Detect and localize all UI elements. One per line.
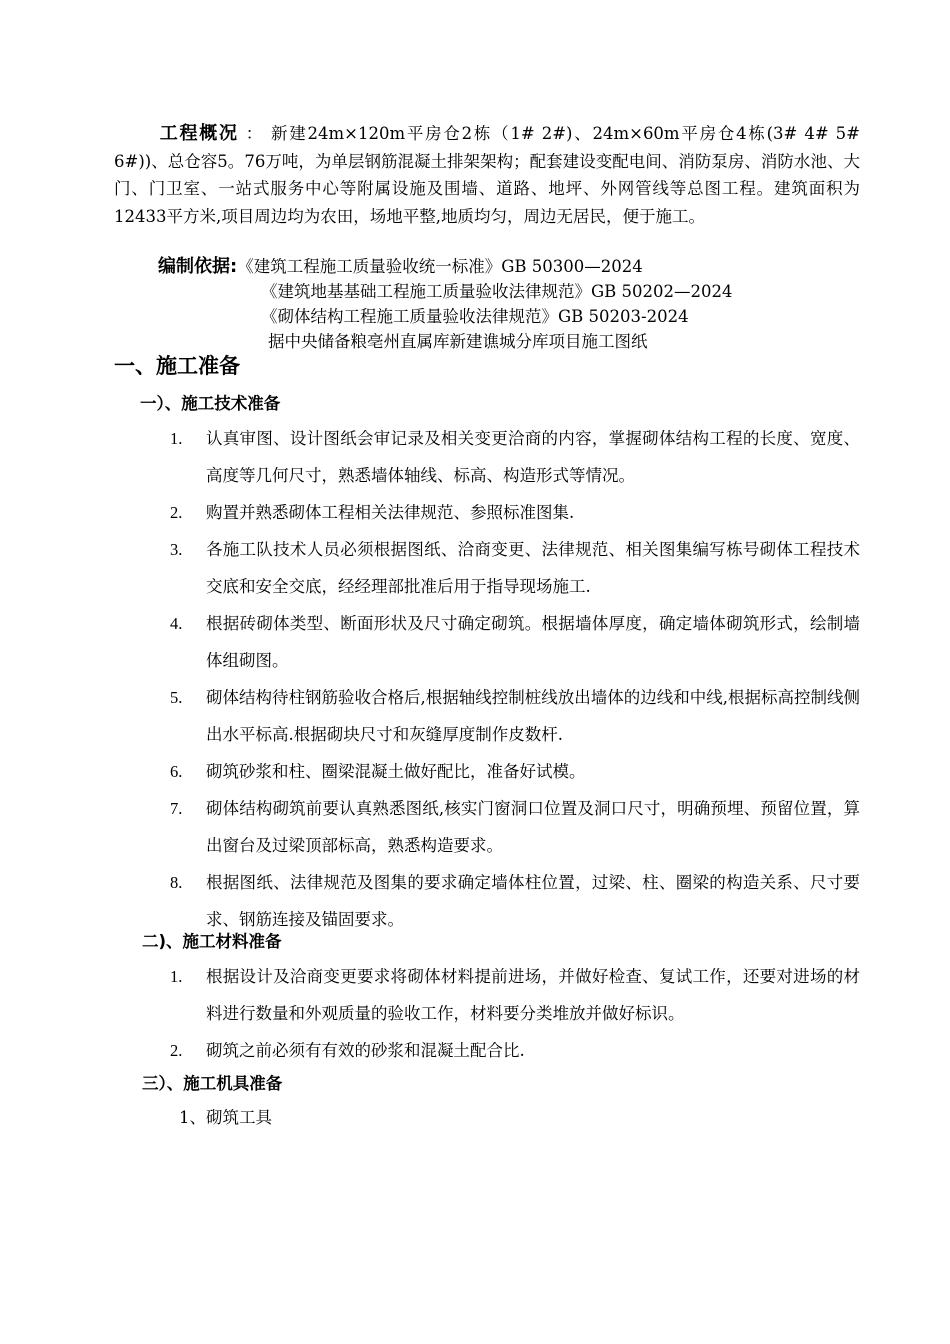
project-overview-paragraph xyxy=(114,120,860,230)
project-overview-label: 工程概况 xyxy=(158,123,239,144)
list-item-text: 砌筑之前必须有有效的砂浆和混凝土配合比. xyxy=(206,1041,525,1060)
basis-reference: 《建筑工程施工质量验收统一标准》GB 50300—2024 xyxy=(237,257,643,276)
list-item-number: 6. xyxy=(170,762,183,781)
material-preparation-list xyxy=(170,958,860,1069)
list-item-text: 各施工队技术人员必须根据图纸、洽商变更、法律规范、相关图集编写栋号砌体工程技术交底和安全交底，经经理部批准后用于指导现场施工. xyxy=(206,540,860,596)
subsection-heading-material-preparation: 二)、施工材料准备 xyxy=(142,932,282,951)
section-heading-construction-preparation: 一、施工准备 xyxy=(114,354,240,378)
list-item-text: 砌筑砂浆和柱、圈梁混凝土做好配比，准备好试模。 xyxy=(206,762,586,781)
list-item-text: 认真审图、设计图纸会审记录及相关变更洽商的内容，掌握砌体结构工程的长度、宽度、高度等几何尺寸，熟悉墙体轴线、标高、构造形式等情况。 xyxy=(206,429,860,485)
list-item-text: 砌体结构砌筑前要认真熟悉图纸,核实门窗洞口位置及洞口尺寸，明确预埋、预留位置，算出窗台及过梁顶部标高，熟悉构造要求。 xyxy=(206,799,860,855)
list-item-text: 购置并熟悉砌体工程相关法律规范、参照标准图集. xyxy=(206,503,575,522)
list-item-number: 8. xyxy=(170,873,183,892)
list-item-number: 3. xyxy=(170,540,183,559)
list-item xyxy=(170,753,860,790)
list-item-text: 根据砖砌体类型、断面形状及尺寸确定砌筑。根据墙体厚度，确定墙体砌筑形式，绘制墙体组砌图。 xyxy=(206,614,860,670)
list-item-number: 5. xyxy=(170,688,183,707)
list-item xyxy=(170,864,860,938)
list-item xyxy=(170,790,860,864)
list-item-text: 砌体结构待柱钢筋验收合格后,根据轴线控制桩线放出墙体的边线和中线,根据标高控制线侧出水平标高.根据砌块尺寸和灰缝厚度制作皮数杆. xyxy=(206,688,860,744)
basis-reference: 《建筑地基基础工程施工质量验收法律规范》GB 50202—2024 xyxy=(261,282,733,301)
subsection-heading-technical-preparation: 一）、施工技术准备 xyxy=(140,394,281,413)
list-item-number: 7. xyxy=(170,799,183,818)
list-item xyxy=(170,420,860,494)
list-item xyxy=(170,1032,860,1069)
list-item-number: 1. xyxy=(170,429,183,448)
list-item xyxy=(170,605,860,679)
masonry-tools-item: 1、砌筑工具 xyxy=(179,1108,272,1127)
list-item-number: 2. xyxy=(170,503,183,522)
compilation-basis xyxy=(158,254,733,354)
basis-reference: 《砌体结构工程施工质量验收法律规范》GB 50203-2024 xyxy=(261,307,689,326)
basis-reference: 据中央储备粮亳州直属库新建谯城分库项目施工图纸 xyxy=(268,332,648,351)
list-item-text: 根据图纸、法律规范及图集的要求确定墙体柱位置，过梁、柱、圈梁的构造关系、尺寸要求、钢筋连接及锚固要求。 xyxy=(206,873,860,929)
list-item xyxy=(170,494,860,531)
list-item-number: 1. xyxy=(170,967,183,986)
list-item xyxy=(170,531,860,605)
subsection-heading-equipment-preparation: 三）、施工机具准备 xyxy=(142,1074,283,1093)
project-overview-colon: ： xyxy=(238,124,265,143)
list-item xyxy=(170,679,860,753)
compilation-basis-label: 编制依据: xyxy=(158,256,238,277)
technical-preparation-list xyxy=(170,420,860,938)
list-item xyxy=(170,958,860,1032)
list-item-number: 4. xyxy=(170,614,183,633)
list-item-number: 2. xyxy=(170,1041,183,1060)
project-overview-text: 新建24m×120m平房仓2栋（1# 2#)、24m×60m平房仓4栋(3# 4# 5# 6#))、总仓容5。76万吨，为单层钢筋混凝土排架架构；配套建设变配电间、消防泵房、消防水池、大门、门卫室、一站式服务中心等附属设施及围墙、道路、地坪、外网管线等总图工程。建筑面积为12433平方米,项目周边均为农田，场地平整,地质均匀，周边无居民，便于施工。 xyxy=(114,124,860,226)
list-item-text: 根据设计及洽商变更要求将砌体材料提前进场，并做好检查、复试工作，还要对进场的材料进行数量和外观质量的验收工作，材料要分类堆放并做好标识。 xyxy=(206,967,860,1023)
